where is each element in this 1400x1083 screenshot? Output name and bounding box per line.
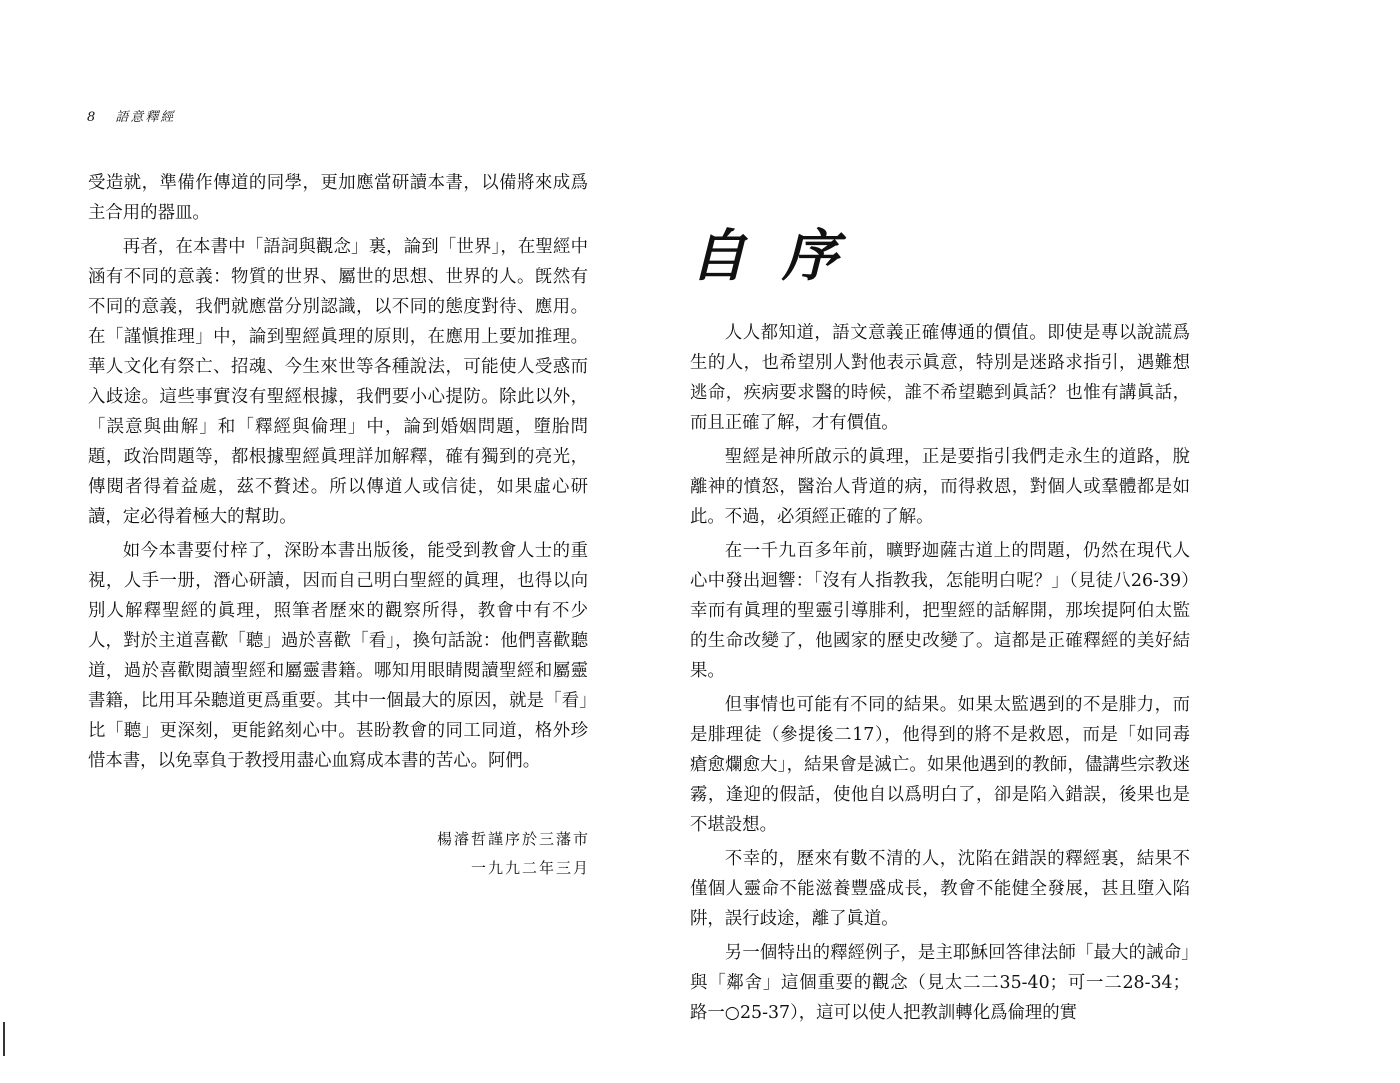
book-title: 語意釋經 [115, 110, 176, 125]
chapter-title: 自序 [690, 223, 874, 289]
paragraph: 但事情也可能有不同的結果。如果太監遇到的不是腓力，而是腓理徒（參提後二17），他得到的將不是救恩，而是「如同毒瘡愈爛愈大」，結果會是滅亡。如果他遇到的教師，儘講些宗教迷霧，逢迎的假話，使他自以爲明白了，卻是陷入錯誤，後果也是不堪設想。 [690, 695, 1190, 835]
paragraph: 不幸的，歷來有數不清的人，沈陷在錯誤的釋經裏，結果不僅個人靈命不能滋養豐盛成長，教會不能健全發展，甚且墮入陷阱，誤行歧途，離了眞道。 [690, 849, 1190, 929]
right-body-text [690, 318, 1190, 1032]
running-head [87, 106, 175, 125]
signature-author: 楊濬哲謹序於三藩市 [436, 830, 590, 848]
signature-date: 一九九二年三月 [470, 859, 590, 877]
paragraph: 在一千九百多年前，曠野迦薩古道上的問題，仍然在現代人心中發出迴響：「沒有人指教我，怎能明白呢？」（見徒八26-39）幸而有眞理的聖靈引導腓利，把聖經的話解開，那埃提阿伯太監的生命改變了，他國家的歷史改變了。這都是正確釋經的美好結果。 [690, 541, 1190, 681]
left-page [0, 0, 690, 1083]
paragraph: 再者，在本書中「語詞與觀念」裏，論到「世界」，在聖經中涵有不同的意義：物質的世界、屬世的思想、世界的人。旣然有不同的意義，我們就應當分別認識，以不同的態度對待、應用。在「謹愼推理」中，論到聖經眞理的原則，在應用上要加推理。華人文化有祭亡、招魂、今生來世等各種說法，可能使人受惑而入歧途。這些事實沒有聖經根據，我們要小心提防。除此以外，「誤意與曲解」和「釋經與倫理」中，論到婚姻問題，墮胎問題，政治問題等，都根據聖經眞理詳加解釋，確有獨到的亮光，傳閱者得着益處，茲不贅述。所以傳道人或信徒，如果虛心研讀，定必得着極大的幫助。 [88, 237, 588, 527]
page-number: 8 [87, 110, 98, 125]
paragraph: 受造就，準備作傳道的同學，更加應當研讀本書，以備將來成爲主合用的器皿。 [88, 173, 588, 223]
paragraph: 另一個特出的釋經例子，是主耶穌回答律法師「最大的誡命」與「鄰舍」這個重要的觀念（見太二二35-40；可一二28-34；路一○25-37），這可以使人把教訓轉化爲倫理的實 [690, 943, 1190, 1023]
paragraph: 人人都知道，語文意義正確傳通的價值。即使是專以說謊爲生的人，也希望別人對他表示眞意，特別是迷路求指引，遇難想逃命，疾病要求醫的時候，誰不希望聽到眞話？也惟有講眞話，而且正確了解，才有價值。 [690, 323, 1190, 433]
left-body-text [88, 168, 588, 780]
paragraph: 聖經是神所啟示的眞理，正是要指引我們走永生的道路，脫離神的憤怒，醫治人背道的病，而得救恩，對個人或羣體都是如此。不過，必須經正確的了解。 [690, 447, 1190, 527]
page-edge-mark [3, 1022, 5, 1056]
paragraph: 如今本書要付梓了，深盼本書出版後，能受到教會人士的重視，人手一册，潛心研讀，因而自己明白聖經的眞理，也得以向別人解釋聖經的眞理，照筆者歷來的觀察所得，教會中有不少人，對於主道喜歡「聽」過於喜歡「看」，換句話說：他們喜歡聽道，過於喜歡閱讀聖經和屬靈書籍。哪知用眼睛閱讀聖經和屬靈書籍，比用耳朵聽道更爲重要。其中一個最大的原因，就是「看」比「聽」更深刻，更能銘刻心中。甚盼教會的同工同道，格外珍惜本書，以免辜負于教授用盡心血寫成本書的苦心。阿們。 [88, 541, 588, 771]
